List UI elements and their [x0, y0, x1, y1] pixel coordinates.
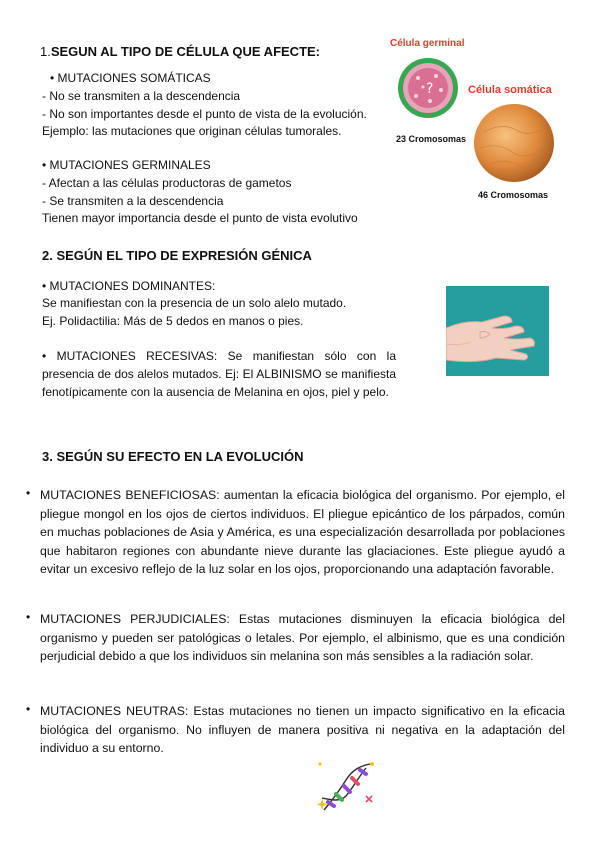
section1-heading-text: SEGUN AL TIPO DE CÉLULA QUE AFECTE:: [50, 44, 321, 59]
germinal-title: • MUTACIONES GERMINALES: [42, 158, 211, 172]
cells-figure: [388, 36, 568, 206]
beneficial-mutations-text: MUTACIONES BENEFICIOSAS: aumentan la eficacia biológica del organismo. Por ejemplo, el pliegue mongol en los ojos de ciertos individuos. El pliegue epicántico de los párpados, común en muchas poblaciones de Asia y América, es una especialización desarrollada por poblaciones que habitaron regiones con abundante nieve durante las glaciaciones. Este pliegue ayudó a evitar un excesivo reflejo de la luz solar en los ojos, proporcionando una adaptación favorable.: [40, 488, 565, 577]
germinal-line: - Se transmiten a la descendencia: [42, 193, 224, 208]
germ-cell-label: Célula germinal: [390, 38, 465, 49]
germinal-description: [42, 175, 358, 228]
dominant-description: [42, 295, 346, 330]
polydactyly-hand-image: [446, 286, 549, 376]
somatic-line: - No son importantes desde el punto de vista de la evolución.: [42, 106, 367, 121]
section2-heading: 2. SEGÚN EL TIPO DE EXPRESIÓN GÉNICA: [42, 248, 312, 263]
bullet-glyph: •: [26, 702, 31, 716]
dominant-line: Se manifiestan con la presencia de un solo alelo mutado.: [42, 296, 347, 310]
somatic-cell-caption: 46 Cromosomas: [478, 190, 549, 200]
dominant-line: Ej. Polidactilia: Más de 5 dedos en manos o pies.: [42, 313, 304, 328]
recessive-paragraph: • MUTACIONES RECESIVAS: Se manifiestan sólo con la presencia de dos alelos mutados. Ej: El ALBINISMO se manifiesta fenotípicamente con la ausencia de Melanina en ojos, piel y pelo.: [42, 349, 396, 399]
somatic-description: [42, 88, 367, 141]
germ-cell-caption: 23 Cromosomas: [396, 134, 467, 144]
somatic-line: Ejemplo: las mutaciones que originan células tumorales.: [42, 124, 342, 139]
somatic-line: - No se transmiten a la descendencia: [42, 89, 241, 103]
somatic-cell-label: Célula somática: [468, 84, 552, 96]
bullet-glyph: •: [26, 610, 31, 624]
somatic-title: • MUTACIONES SOMÁTICAS: [50, 71, 211, 85]
svg-text:?: ?: [426, 81, 434, 97]
somatic-cell-icon: [472, 102, 556, 184]
harmful-mutations-text: MUTACIONES PERJUDICIALES: Estas mutaciones disminuyen la eficacia biológica del organismo y pueden ser patológicas o letales. Por ejemplo, el albinismo, que es una condición perjudicial debido a que los individuos sin melanina son más sensibles a la radiación solar.: [40, 612, 565, 664]
germinal-line: Tienen mayor importancia desde el punto de vista evolutivo: [42, 211, 358, 226]
section1-heading: [40, 44, 320, 59]
section1-heading-number: 1.: [40, 44, 51, 59]
germ-cell-icon: [396, 56, 460, 120]
germinal-line: - Afectan a las células productoras de gametos: [42, 176, 292, 190]
dominant-title: • MUTACIONES DOMINANTES:: [42, 279, 216, 293]
neutral-mutations-text: MUTACIONES NEUTRAS: Estas mutaciones no tienen un impacto significativo en la eficacia biológica del organismo. No influyen de manera positiva ni negativa en la adaptación del individuo a su entorno.: [40, 704, 565, 756]
bullet-glyph: •: [26, 486, 31, 500]
dna-strand-icon: [312, 756, 382, 822]
section3-heading: 3. SEGÚN SU EFECTO EN LA EVOLUCIÓN: [42, 449, 304, 464]
